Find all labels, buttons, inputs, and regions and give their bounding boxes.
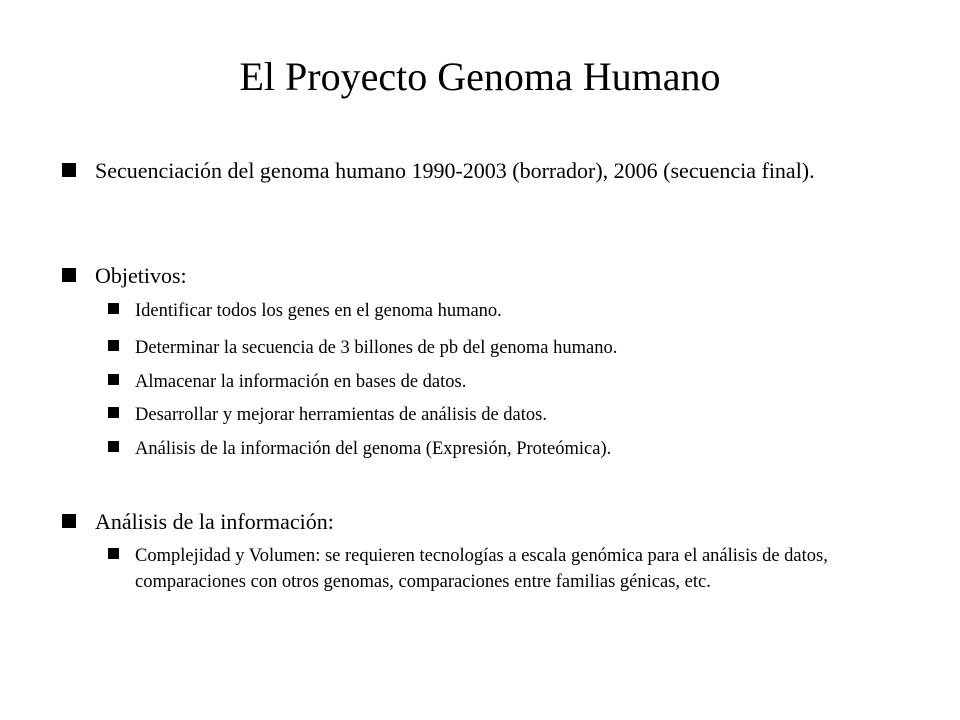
sub-bullet-text: Identificar todos los genes en el genoma humano.	[135, 301, 502, 321]
sub-bullet-text: Análisis de la información del genoma (Expresión, Proteómica).	[135, 439, 612, 459]
sub-bullet-item	[108, 543, 888, 595]
sub-bullet-item	[108, 402, 888, 428]
bullet-text: Análisis de la información:	[95, 509, 334, 534]
sub-bullet-item	[108, 298, 888, 324]
sub-bullet-marker-icon	[108, 340, 119, 351]
bullet-item-analysis	[62, 507, 902, 536]
bullet-item-sequencing	[62, 156, 902, 185]
sub-bullet-item	[108, 369, 888, 395]
sub-bullet-text: Complejidad y Volumen: se requieren tecnologías a escala genómica para el análisis de datos, comparaciones con otros genomas, comparaciones entre familias génicas, etc.	[135, 546, 828, 592]
sub-bullet-item	[108, 335, 888, 361]
sub-bullet-marker-icon	[108, 441, 119, 452]
bullet-marker-icon	[62, 163, 76, 177]
bullet-marker-icon	[62, 514, 76, 528]
sub-bullet-marker-icon	[108, 407, 119, 418]
bullet-text: Secuenciación del genoma humano 1990-2003 (borrador), 2006 (secuencia final).	[95, 158, 815, 183]
sub-bullet-text: Almacenar la información en bases de datos.	[135, 372, 467, 392]
sub-bullet-text: Determinar la secuencia de 3 billones de pb del genoma humano.	[135, 338, 618, 358]
sub-bullet-marker-icon	[108, 548, 119, 559]
sub-bullet-text: Desarrollar y mejorar herramientas de análisis de datos.	[135, 405, 547, 425]
bullet-text: Objetivos:	[95, 263, 187, 288]
sub-bullet-item	[108, 436, 888, 462]
sub-bullet-marker-icon	[108, 374, 119, 385]
bullet-marker-icon	[62, 268, 76, 282]
bullet-item-objectives	[62, 261, 902, 290]
sub-bullet-marker-icon	[108, 303, 119, 314]
slide-title: El Proyecto Genoma Humano	[239, 54, 721, 99]
